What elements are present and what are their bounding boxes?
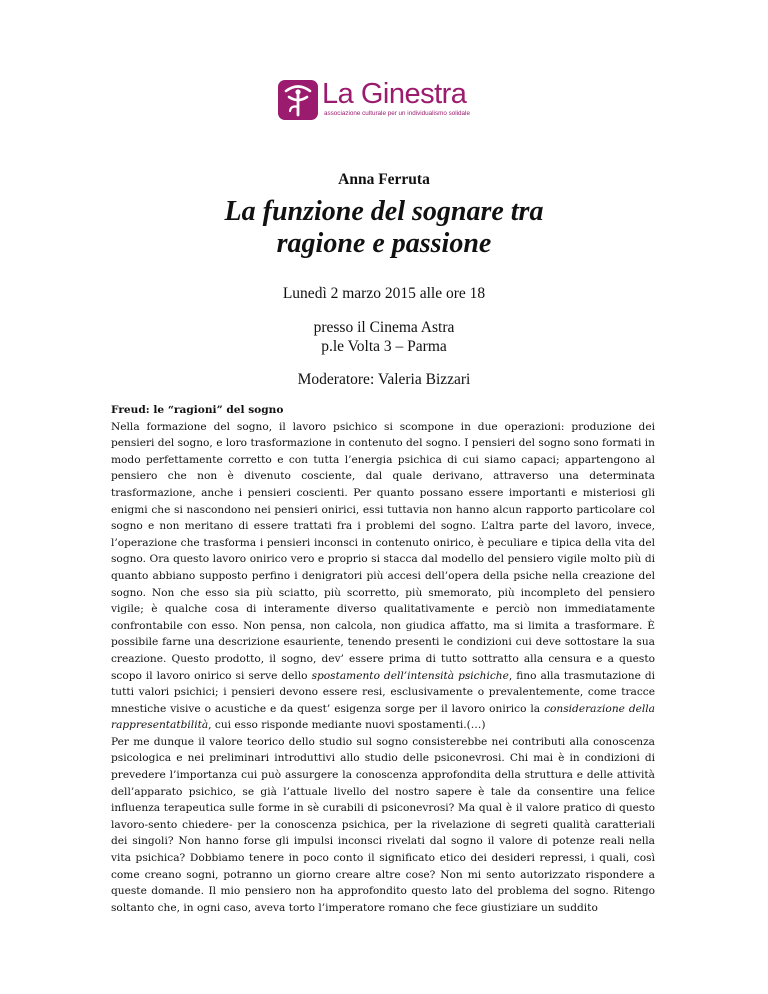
venue-address: p.le Volta 3 – Parma (321, 338, 447, 355)
event-title (0, 196, 768, 260)
paragraph-1-text-b: , fino alla trasmutazione di tutti valori psichici; i pensieri devono essere resi, esclusivamente o prevalentemente, come tracce mnestiche visive o acustiche e da quest’ esigenza sorge per il lavoro onirico la (111, 669, 656, 715)
event-moderator: Moderatore: Valeria Bizzari (297, 371, 471, 388)
logo-tagline: associazione culturale per un individualismo solidale (324, 110, 470, 117)
section-heading: Freud: le “ragioni” del sogno (111, 404, 284, 416)
ginestra-emblem-icon (278, 80, 318, 120)
paragraph-1-emphasis-2: considerazione della rappresentatbilità (111, 702, 655, 732)
la-ginestra-logo (278, 78, 470, 120)
paragraph-1-text-a: Nella formazione del sogno, il lavoro psichico si scompone in due operazioni: produzione dei pensieri del sogno, e loro trasformazione in contenuto del sogno. I pensieri del sogno sono formati in modo perfettamente corretto e con tutta l’energia psichica di cui siamo capaci; appartengono al pensiero che non è divenuto cosciente, dal quale derivano, attraverso una determinata trasformazione, anche i pensieri coscienti. Per quanto possano essere importanti e misteriosi gli enigmi che si nascondono nei pensieri onirici, essi tuttavia non hanno alcun rapporto particolare col sogno e non meritano di essere trattati fra i problemi del sogno. L’altra parte del lavoro, invece, l’operazione che trasforma i pensieri inconsci in contenuto onirico, è peculiare e tipica della vita del sogno. Ora questo lavoro onirico vero e proprio si stacca dal modello del pensiero vigile molto più di quanto abbiano supposto perfino i denigratori più accesi dell’opera della psiche nella creazione del sogno. Non che esso sia più sciatto, più scorretto, più smemorato, più incompleto del pensiero vigile; è qualche cosa di interamente diverso qualitativamente e perciò non immediatamente confrontabile con esso. Non pensa, non calcola, non giudica affatto, ma si limita a trasformare. È possibile farne una descrizione esauriente, tenendo presenti le condizioni cui deve sottostare la sua creazione. Questo prodotto, il sogno, dev’ essere prima di tutto sottratto alla censura e a questo scopo il lavoro onirico si serve dello (111, 420, 655, 682)
paragraph-1-emphasis-1: spostamento dell’intensità psichiche (311, 669, 509, 682)
paragraph-1-text-c: , cui esso risponde mediante nuovi spostamenti.(…) (208, 719, 486, 732)
logo-name: La Ginestra (322, 78, 467, 110)
venue-name: presso il Cinema Astra (313, 319, 455, 336)
article-body (111, 402, 655, 916)
paragraph-1 (111, 419, 655, 734)
event-title-line1: La funzione del sognare tra (224, 196, 544, 227)
event-date: Lunedì 2 marzo 2015 alle ore 18 (282, 285, 486, 302)
author-name: Anna Ferruta (338, 171, 430, 188)
event-title-line2: ragione e passione (276, 228, 492, 259)
event-venue (0, 318, 768, 356)
paragraph-2: Per me dunque il valore teorico dello studio sul sogno consisterebbe nei contributi alla conoscenza psicologica e nei preliminari introduttivi allo studio delle psiconevrosi. Chi mai è in condizioni di prevedere l’importanza cui può assurgere la conoscenza approfondita della struttura e delle attività dell’apparato psichico, se già l’attuale livello del nostro sapere è tale da consentire una felice influenza terapeutica sulle forme in sè curabili di psiconevrosi? Ma qual è il valore pratico di questo lavoro-sento chiedere- per la conoscenza psichica, per la rivelazione di segreti qualità caratteriali dei singoli? Non hanno forse gli impulsi inconsci rivelati dal sogno il valore di potenze reali nella vita psichica? Dobbiamo tenere in poco conto il significato etico dei desideri repressi, i quali, così come creano sogni, potranno un giorno creare altre cose? Non mi sento autorizzato rispondere a queste domande. Il mio pensiero non ha approfondito questo lato del problema del sogno. Ritengo soltanto che, in ogni caso, aveva torto l’imperatore romano che fece giustiziare un suddito (111, 735, 655, 914)
